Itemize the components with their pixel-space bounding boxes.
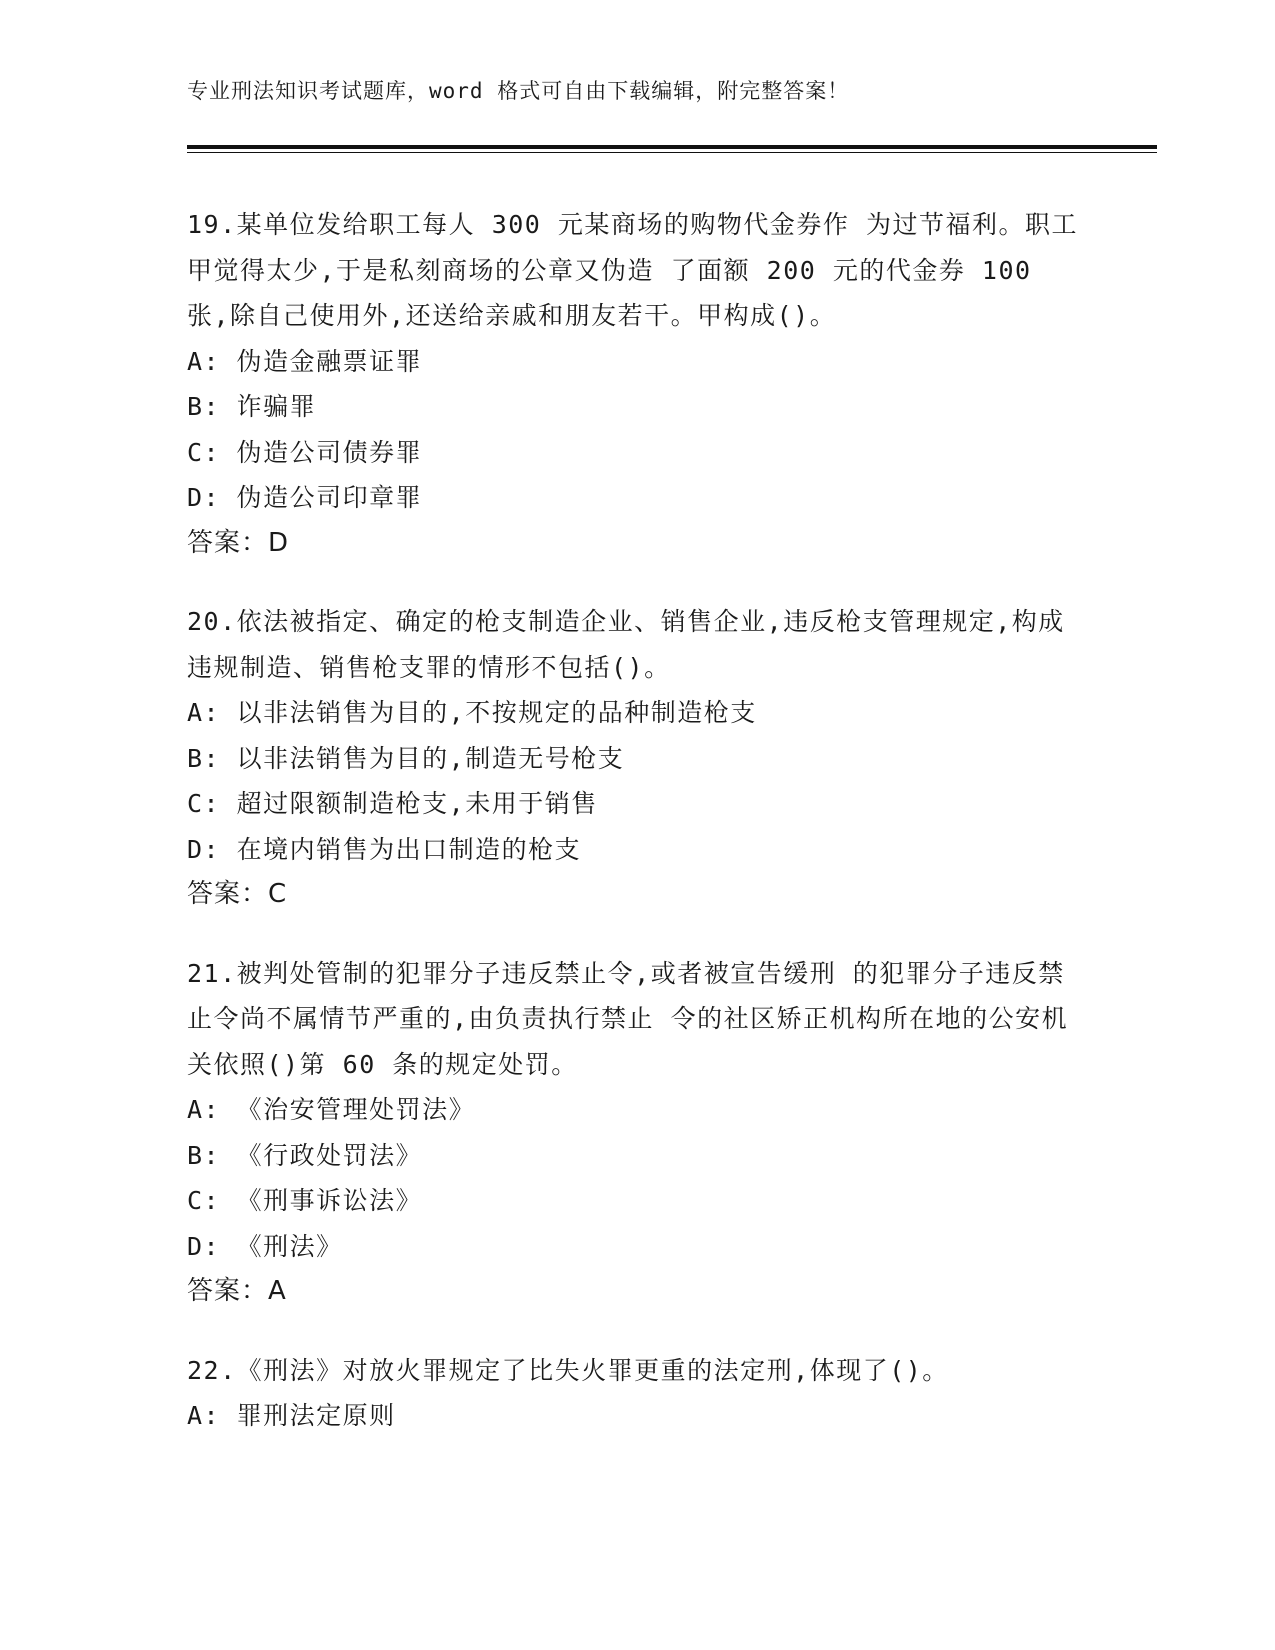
- question-20: [187, 599, 1087, 918]
- option-a: A: 《治安管理处罚法》: [187, 1095, 476, 1124]
- question-stem: 21.被判处管制的犯罪分子违反禁止令,或者被宣告缓刑 的犯罪分子违反禁止令尚不属情节严重的,由负责执行禁止 令的社区矫正机构所在地的公安机关依照()第 60 条的规定处罚。: [187, 958, 1069, 1079]
- option-d: D: 伪造公司印章罪: [187, 483, 423, 512]
- question-21: [187, 951, 1087, 1315]
- option-a: A: 伪造金融票证罪: [187, 346, 423, 376]
- question-list: [187, 202, 1087, 1472]
- question-stem: 20.依法被指定、确定的枪支制造企业、销售企业,违反枪支管理规定,构成违规制造、销售枪支罪的情形不包括()。: [187, 607, 1065, 682]
- option-a: A: 以非法销售为目的,不按规定的品种制造枪支: [187, 698, 757, 727]
- header-divider: [187, 145, 1157, 149]
- option-d: D: 《刑法》: [187, 1231, 343, 1261]
- option-b: B: 《行政处罚法》: [187, 1140, 423, 1170]
- question-stem: 22.《刑法》对放火罪规定了比失火罪更重的法定刑,体现了()。: [187, 1355, 949, 1385]
- answer-label: 答案：A: [187, 1276, 287, 1306]
- option-c: C: 伪造公司债券罪: [187, 437, 423, 467]
- answer-label: 答案：D: [187, 527, 290, 558]
- option-d: D: 在境内销售为出口制造的枪支: [187, 834, 582, 864]
- option-b: B: 以非法销售为目的,制造无号枪支: [187, 743, 625, 773]
- header-divider-thin: [187, 152, 1157, 153]
- option-c: C: 《刑事诉讼法》: [187, 1186, 423, 1215]
- page-header: 专业刑法知识考试题库，word 格式可自由下载编辑，附完整答案！: [187, 79, 850, 103]
- option-a: A: 罪刑法定原则: [187, 1401, 396, 1430]
- option-b: B: 诈骗罪: [187, 392, 317, 421]
- question-22: [187, 1348, 1087, 1439]
- question-stem: 19.某单位发给职工每人 300 元某商场的购物代金券作 为过节福利。职工甲觉得太少,于是私刻商场的公章又伪造 了面额 200 元的代金券 100 张,除自己使用外,还送给亲戚和朋友若干。甲构成()。: [187, 210, 1078, 330]
- answer-label: 答案：C: [187, 879, 288, 909]
- option-c: C: 超过限额制造枪支,未用于销售: [187, 789, 598, 818]
- question-19: [187, 202, 1087, 566]
